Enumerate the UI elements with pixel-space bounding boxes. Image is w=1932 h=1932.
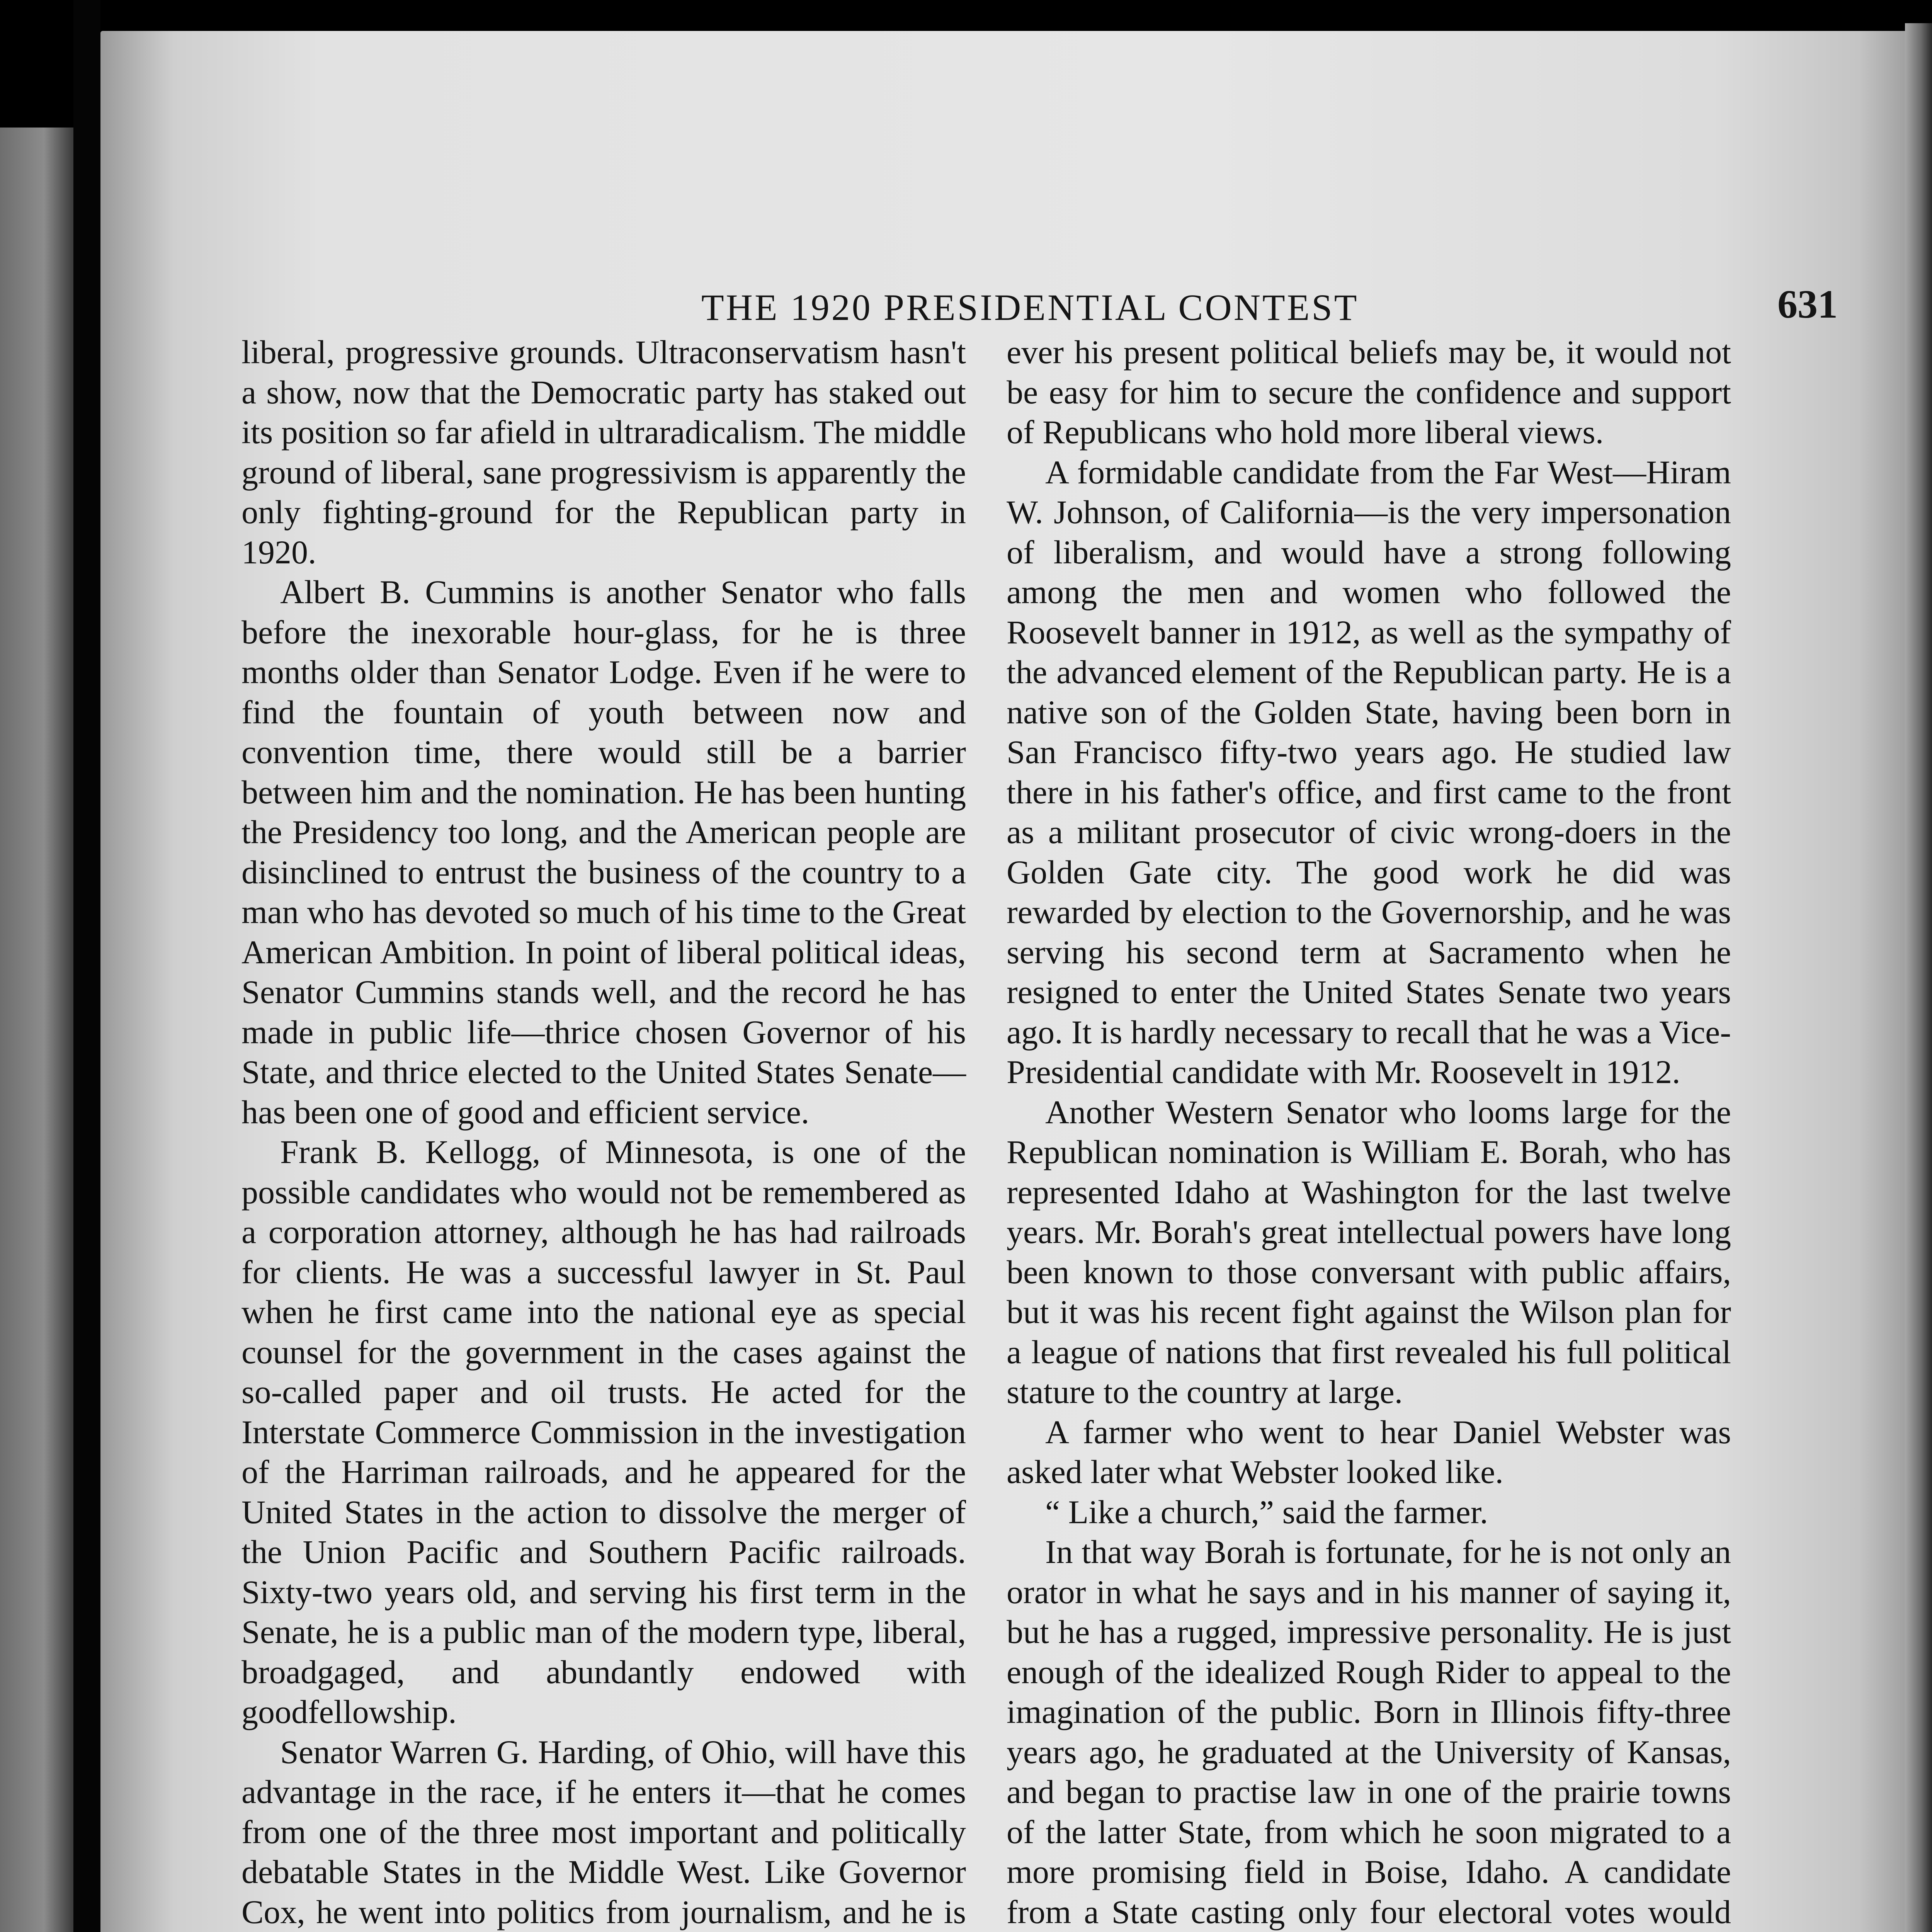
right-text-column [1007, 332, 1731, 1932]
paragraph: Frank B. Kellogg, of Minnesota, is one of the possible candidates who would not be remembered as a corporation attorney, although he has had railroads for clients. He was a successful lawyer in St. Paul when he first came into the national eye as special counsel for the government in the cases against the so-called paper and oil trusts. He acted for the Interstate Commerce Commission in the investigation of the Harriman railroads, and he appeared for the United States in the action to dissolve the merger of the Union Pacific and Southern Pacific railroads. Sixty-two years old, and serving his first term in the Senate, he is a public man of the modern type, liberal, broadgaged, and abundantly endowed with goodfellowship. [242, 1133, 966, 1730]
paragraph: “ Like a church,” said the farmer. [1045, 1493, 1488, 1531]
paragraph: A farmer who went to hear Daniel Webster was asked later what Webster looked like. [1007, 1413, 1731, 1490]
page-edge-right [1905, 23, 1932, 1932]
page-number: 631 [1777, 282, 1838, 327]
previous-page-edge [0, 128, 73, 1932]
left-text-column [242, 332, 966, 1932]
page-header [100, 278, 1932, 336]
paragraph: Another Western Senator who looms large for the Republican nomination is William E. Borah, who has represented Idaho at Washington for the last twelve years. Mr. Borah's great intellectual powers have long been known to those conversant with public affairs, but it was his recent fight against the Wilson plan for a league of nations that first revealed his full political stature to the country at large. [1007, 1093, 1731, 1410]
book-gutter [73, 0, 100, 1932]
paragraph: Albert B. Cummins is another Senator who falls before the inexorable hour-glass, for he is three months older than Senator Lodge. Even if he were to find the fountain of youth between now and convention time, there would still be a barrier between him and the nomination. He has been hunting the Presidency too long, and the American people are disinclined to entrust the business of the country to a man who has devoted so much of his time to the Great American Ambition. In point of liberal political ideas, Senator Cummins stands well, and the record he has made in public life—thrice chosen Governor of his State, and thrice elected to the United States Senate—has been one of good and efficient service. [242, 573, 966, 1131]
running-title: THE 1920 PRESIDENTIAL CONTEST [701, 287, 1359, 328]
paragraph: In that way Borah is fortunate, for he is not only an orator in what he says and in his manner of saying it, but he has a rugged, impressive personality. He is just enough of the idealized Rough Rider to appeal to the imagination of the public. Born in Illinois fifty-three years ago, he graduated at the University of Kansas, and began to practise law in one of the prairie towns of the latter State, from which he soon migrated to a more promising field in Boise, Idaho. A candidate from a State casting only four electoral votes would [1007, 1533, 1731, 1930]
paragraph: ever his present political beliefs may be, it would not be easy for him to secure the confidence and support of Republicans who hold more liberal views. [1007, 333, 1731, 451]
paragraph: A formidable candidate from the Far West—Hiram W. Johnson, of California—is the very impersonation of liberalism, and would have a strong following among the men and women who followed the Roosevelt banner in 1912, as well as the sympathy of the advanced element of the Republican party. He is a native son of the Golden State, having been born in San Francisco fifty-two years ago. He studied law there in his father's office, and first came to the front as a militant prosecutor of civic wrong-doers in the Golden Gate city. The good work he did was rewarded by election to the Governorship, and he was serving his second term at Sacramento when he resigned to enter the United States Senate two years ago. It is hardly necessary to recall that he was a Vice-Presidential candidate with Mr. Roosevelt in 1912. [1007, 453, 1731, 1090]
paragraph: liberal, progressive grounds. Ultraconservatism hasn't a show, now that the Democratic party has staked out its position so far afield in ultraradicalism. The middle ground of liberal, sane progressivism is apparently the only fighting-ground for the Republican party in 1920. [242, 333, 966, 571]
paragraph: Senator Warren G. Harding, of Ohio, will have this advantage in the race, if he enters it—that he comes from one of the three most important and politically debatable States in the Middle West. Like Governor Cox, he went into politics from journalism, and he is [242, 1733, 966, 1930]
